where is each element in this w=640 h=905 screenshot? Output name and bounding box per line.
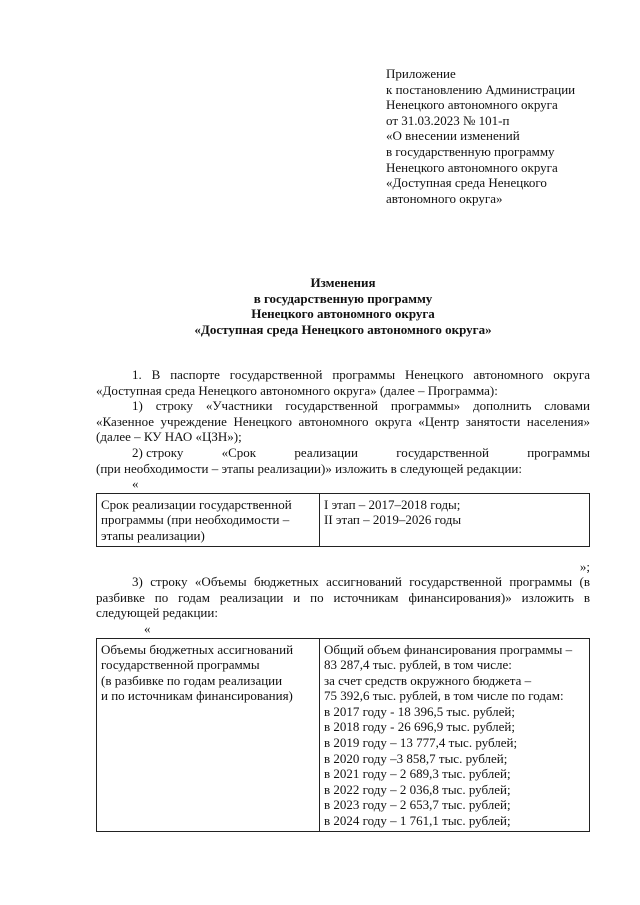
appendix-header bbox=[386, 66, 626, 206]
p3-word: реализации bbox=[294, 444, 358, 460]
appendix-line: «О внесении изменений bbox=[386, 128, 520, 144]
cell-line: этапы реализации) bbox=[101, 527, 205, 543]
title-line: Ненецкого автономного округа bbox=[251, 306, 435, 322]
appendix-line: Ненецкого автономного округа bbox=[386, 97, 558, 113]
cell-line: Общий объем финансирования программы – bbox=[324, 641, 573, 657]
funding-label-cell bbox=[97, 638, 320, 831]
appendix-line: Приложение bbox=[386, 66, 456, 81]
title-line: Изменения bbox=[310, 275, 376, 290]
cell-line: I этап – 2017–2018 годы; bbox=[324, 496, 461, 512]
appendix-line: к постановлению Администрации bbox=[386, 81, 576, 97]
appendix-line: Ненецкого автономного округа bbox=[386, 159, 558, 175]
cell-line: Срок реализации государственной bbox=[101, 496, 292, 512]
appendix-line: «Доступная среда Ненецкого bbox=[386, 175, 547, 191]
cell-line: в 2021 году – 2 689,3 тыс. рублей; bbox=[324, 766, 511, 782]
paragraph-4: 3) строку «Объемы бюджетных ассигнований государственной программы (в разбивке по годам реализации и по источникам финансирования)» изложить в следующей редакции: bbox=[96, 574, 590, 621]
cell-line: в 2022 году – 2 036,8 тыс. рублей; bbox=[324, 781, 511, 797]
p3-word: программы bbox=[527, 444, 590, 460]
appendix-line: в государственную программу bbox=[386, 143, 555, 159]
cell-line: в 2017 году - 18 396,5 тыс. рублей; bbox=[324, 703, 515, 719]
cell-line: в 2018 году - 26 696,9 тыс. рублей; bbox=[324, 719, 515, 735]
title-line: «Доступная среда Ненецкого автономного округа» bbox=[194, 321, 492, 337]
paragraph-1: 1. В паспорте государственной программы Ненецкого автономного округа «Доступная среда Ненецкого автономного округа» (далее – Программа): bbox=[96, 367, 590, 398]
p3-word: «Срок bbox=[221, 444, 257, 460]
cell-line: II этап – 2019–2026 годы bbox=[324, 512, 462, 528]
cell-line: в 2020 году –3 858,7 тыс. рублей; bbox=[324, 750, 508, 766]
cell-line: программы (при необходимости – bbox=[101, 512, 290, 528]
cell-line: в 2019 году – 13 777,4 тыс. рублей; bbox=[324, 735, 518, 751]
cell-line: в 2023 году – 2 653,7 тыс. рублей; bbox=[324, 797, 511, 813]
opening-quote: « bbox=[132, 476, 139, 492]
cell-line: государственной программы bbox=[101, 657, 260, 673]
cell-line: 75 392,6 тыс. рублей, в том числе по годам: bbox=[324, 688, 564, 704]
cell-line: 83 287,4 тыс. рублей, в том числе: bbox=[324, 657, 512, 673]
funding-table bbox=[96, 638, 590, 832]
paragraph-3-first-line bbox=[96, 445, 590, 461]
table-row bbox=[97, 493, 590, 546]
paragraph-2: 1) строку «Участники государственной программы» дополнить словами «Казенное учреждение Ненецкого автономного округа «Центр занятости населения» (далее – КУ НАО «ЦЗН»); bbox=[96, 398, 590, 445]
title-line: в государственную программу bbox=[253, 290, 433, 306]
document-title bbox=[96, 275, 590, 337]
period-label-cell bbox=[97, 493, 320, 546]
opening-quote-2: « bbox=[144, 620, 151, 636]
cell-line: (в разбивке по годам реализации bbox=[101, 672, 283, 688]
document-body bbox=[96, 367, 590, 832]
period-value-cell bbox=[320, 493, 590, 546]
p3-word: 2) строку bbox=[132, 444, 184, 460]
p3-word: государственной bbox=[396, 444, 489, 460]
cell-line: за счет средств окружного бюджета – bbox=[324, 672, 532, 688]
appendix-line: автономного округа» bbox=[386, 190, 503, 206]
closing-quote: »; bbox=[579, 558, 590, 574]
period-table bbox=[96, 493, 590, 547]
cell-line: и по источникам финансирования) bbox=[101, 688, 293, 704]
appendix-line: от 31.03.2023 № 101-п bbox=[386, 112, 510, 128]
cell-line: в 2024 году – 1 761,1 тыс. рублей; bbox=[324, 813, 511, 829]
cell-line: Объемы бюджетных ассигнований bbox=[101, 641, 294, 657]
paragraph-3-rest: (при необходимости – этапы реализации)» изложить в следующей редакции: bbox=[96, 460, 522, 476]
table-row bbox=[97, 638, 590, 831]
funding-value-cell bbox=[320, 638, 590, 831]
